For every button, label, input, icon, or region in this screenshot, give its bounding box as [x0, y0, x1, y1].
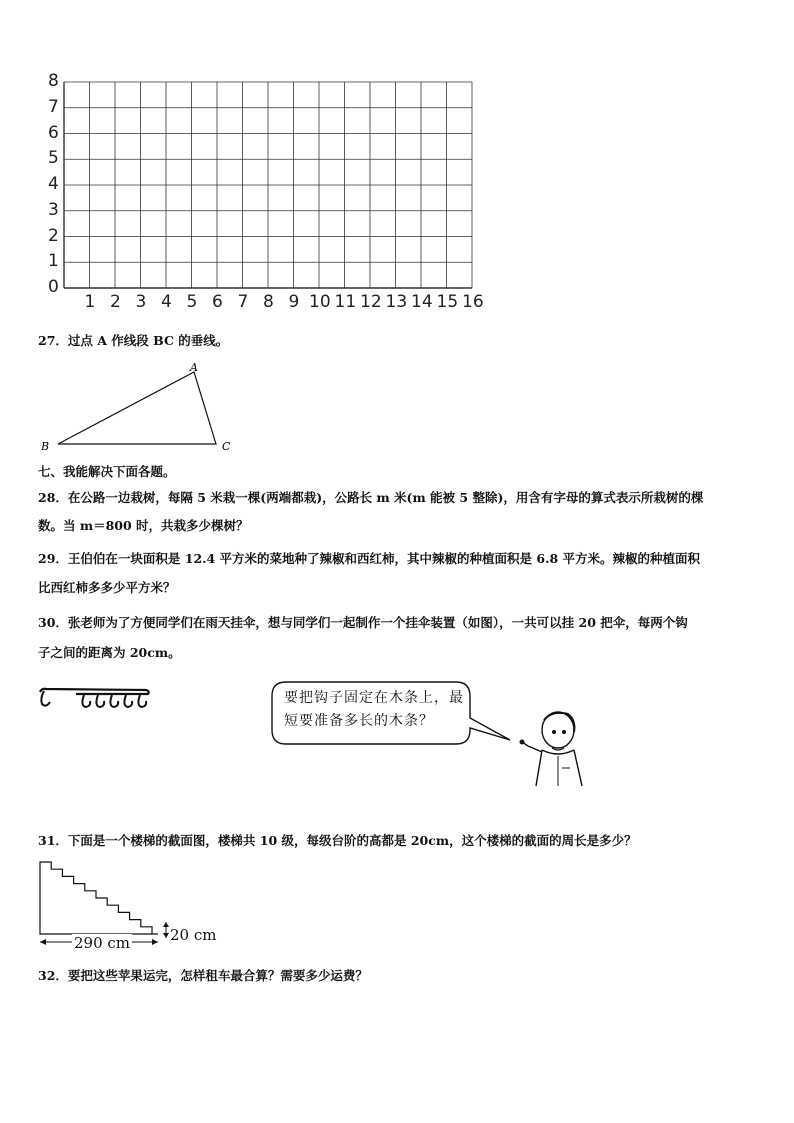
- vertex-label-c: C: [222, 440, 231, 453]
- y-tick-label: 4: [48, 174, 59, 194]
- bubble-line-1: 要把钩子固定在木条上，最: [284, 690, 464, 706]
- x-tick-label: 15: [436, 292, 459, 312]
- question-30-line1: 30．张老师为了方便同学们在雨天挂伞，想与同学们一起制作一个挂伞装置（如图），一共可以挂 20 把伞，每两个钩: [38, 615, 688, 630]
- y-tick-label: 6: [48, 122, 59, 143]
- teacher-figure: [512, 706, 592, 790]
- question-32: 32．要把这些苹果运完，怎样租车最合算？需要多少运费？: [38, 968, 368, 983]
- question-29-line2: 比西红柿多多少平方米？: [38, 580, 176, 595]
- x-tick-label: 6: [212, 292, 223, 312]
- vertex-label-a: A: [190, 361, 198, 374]
- question-31: 31．下面是一个楼梯的截面图，楼梯共 10 级，每级台阶的高都是 20cm，这个楼梯的截面的周长是多少？: [38, 833, 637, 848]
- x-tick-label: 13: [385, 292, 408, 312]
- x-tick-label: 12: [360, 292, 382, 312]
- x-tick-label: 2: [110, 292, 121, 312]
- staircase-outline: [40, 862, 158, 934]
- coordinate-grid: [38, 71, 488, 319]
- question-28-line1: 28．在公路一边栽树，每隔 5 米栽一棵(两端都栽)，公路长 m 米(m 能被 5 整除)，用含有字母的算式表示所栽树的棵: [38, 490, 704, 505]
- x-tick-label: 3: [135, 292, 147, 312]
- x-tick-label: 1: [84, 292, 96, 312]
- x-tick-label: 16: [462, 292, 484, 312]
- x-tick-label: 10: [309, 292, 331, 312]
- triangle-outline: [58, 372, 216, 444]
- y-tick-label: 8: [48, 71, 59, 91]
- question-27: 27．过点 A 作线段 BC 的垂线。: [38, 333, 229, 348]
- width-label: 290 cm: [74, 934, 131, 952]
- bubble-line-2: 短要准备多长的木条？: [284, 713, 434, 729]
- step-height-label: 20 cm: [170, 926, 217, 944]
- question-30-line2: 子之间的距离为 20cm。: [38, 645, 181, 660]
- grid-lines: [38, 74, 488, 319]
- x-tick-label: 8: [263, 292, 274, 312]
- x-tick-label: 4: [161, 292, 172, 312]
- section-7-heading: 七、我能解决下面各题。: [38, 464, 176, 479]
- y-tick-label: 3: [48, 199, 59, 220]
- y-tick-label: 5: [48, 148, 59, 169]
- question-29-line1: 29．王伯伯在一块面积是 12.4 平方米的菜地种了辣椒和西红柿，其中辣椒的种植面积是 6.8 平方米。辣椒的种植面积: [38, 551, 700, 566]
- y-tick-label: 0: [48, 277, 59, 297]
- x-tick-label: 5: [186, 292, 198, 312]
- hook-rack-illustration: [36, 684, 156, 716]
- x-tick-label: 7: [237, 292, 249, 312]
- x-tick-label: 14: [411, 292, 433, 312]
- triangle-abc: [36, 360, 246, 456]
- y-tick-label: 7: [48, 96, 59, 117]
- x-tick-label: 9: [288, 292, 300, 312]
- y-tick-label: 2: [48, 225, 59, 246]
- vertex-label-b: B: [41, 440, 50, 453]
- y-tick-label: 1: [48, 251, 59, 272]
- x-tick-label: 11: [334, 292, 357, 312]
- question-28-line2: 数。当 m＝800 时，共栽多少棵树？: [38, 518, 249, 533]
